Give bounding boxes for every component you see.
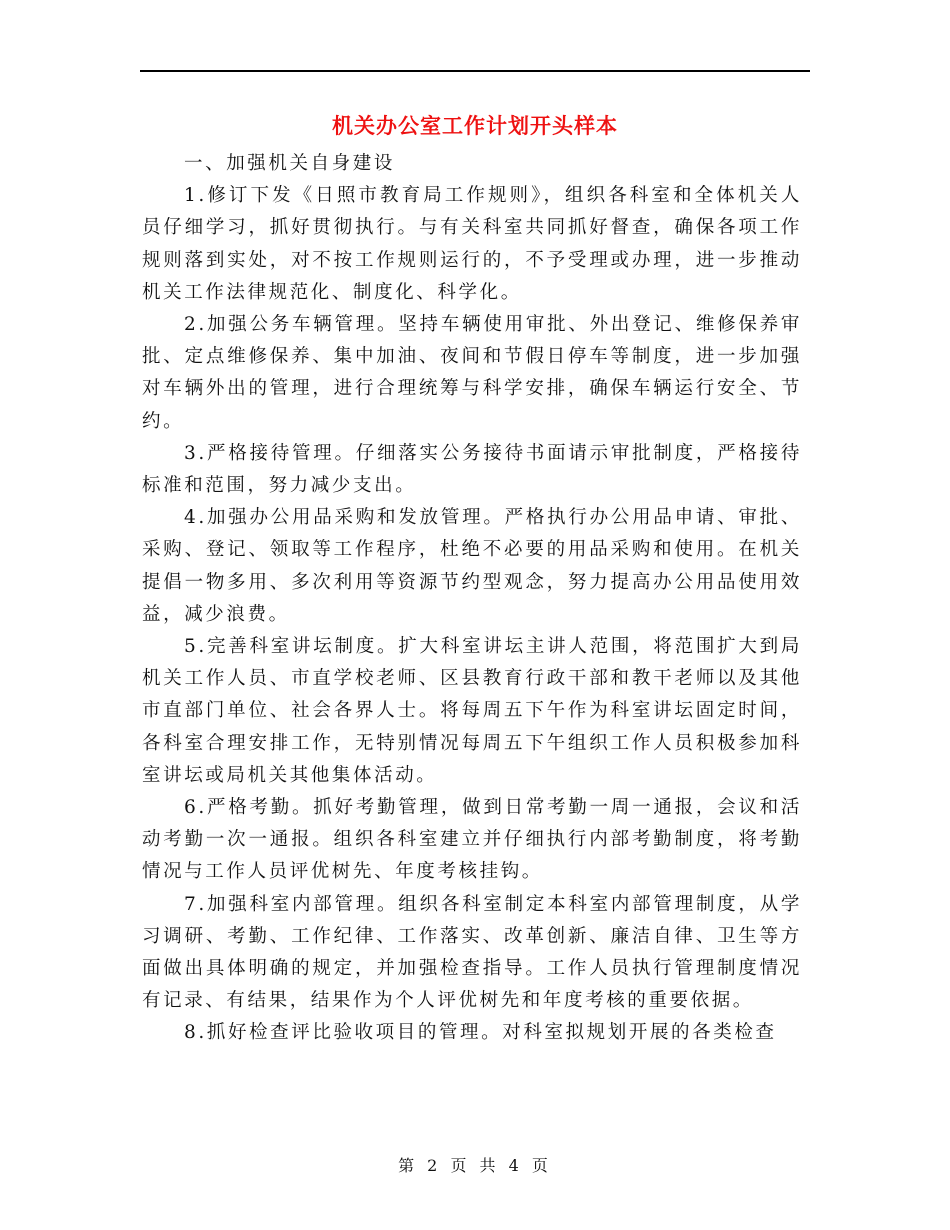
paragraph-item-7: 7.加强科室内部管理。组织各科室制定本科室内部管理制度，从学习调研、考勤、工作纪律、工作落实、改革创新、廉洁自律、卫生等方面做出具体明确的规定，并加强检查指导。工作人员执行管理制度情况有记录、有结果，结果作为个人评优树先和年度考核的重要依据。 [142, 893, 802, 1012]
header-rule [140, 70, 810, 72]
section-heading: 一、加强机关自身建设 [184, 153, 396, 174]
paragraph-item-5: 5.完善科室讲坛制度。扩大科室讲坛主讲人范围，将范围扩大到局机关工作人员、市直学校老师、区县教育行政干部和教干老师以及其他市直部门单位、社会各界人士。将每周五下午作为科室讲坛固定时间，各科室合理安排工作，无特别情况每周五下午组织工作人员积极参加科室讲坛或局机关其他集体活动。 [142, 636, 802, 786]
paragraph-item-3: 3.严格接待管理。仔细落实公务接待书面请示审批制度，严格接待标准和范围，努力减少支出。 [142, 442, 802, 497]
paragraph-item-4: 4.加强办公用品采购和发放管理。严格执行办公用品申请、审批、采购、登记、领取等工作程序，杜绝不必要的用品采购和使用。在机关提倡一物多用、多次利用等资源节约型观念，努力提高办公用品使用效益，减少浪费。 [142, 507, 802, 625]
paragraph-item-1: 1.修订下发《日照市教育局工作规则》，组织各科室和全体机关人员仔细学习，抓好贯彻执行。与有关科室共同抓好督查，确保各项工作规则落到实处，对不按工作规则运行的，不予受理或办理，进一步推动机关工作法律规范化、制度化、科学化。 [142, 185, 802, 303]
document-body [142, 148, 802, 1050]
page-number-footer: 第 2 页 共 4 页 [398, 1156, 552, 1175]
paragraph-item-6: 6.严格考勤。抓好考勤管理，做到日常考勤一周一通报，会议和活动考勤一次一通报。组织各科室建立并仔细执行内部考勤制度，将考勤情况与工作人员评优树先、年度考核挂钩。 [142, 797, 802, 883]
paragraph-item-2: 2.加强公务车辆管理。坚持车辆使用审批、外出登记、维修保养审批、定点维修保养、集中加油、夜间和节假日停车等制度，进一步加强对车辆外出的管理，进行合理统筹与科学安排，确保车辆运行安全、节约。 [142, 314, 802, 432]
document-title: 机关办公室工作计划开头样本 [332, 114, 618, 138]
paragraph-item-8: 8.抓好检查评比验收项目的管理。对科室拟规划开展的各类检查 [184, 1022, 777, 1044]
